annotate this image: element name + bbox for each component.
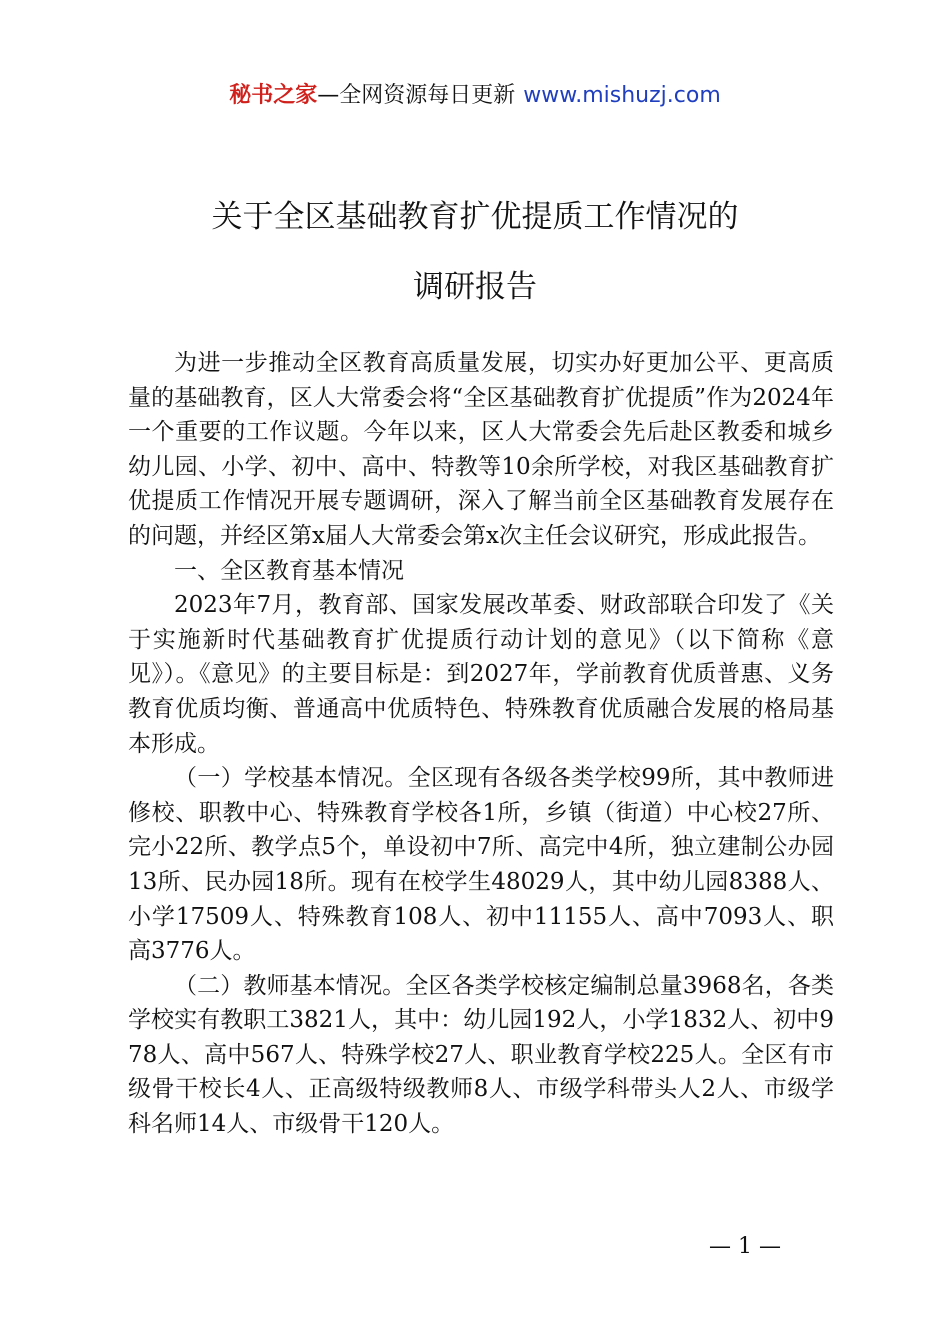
page-number: — 1 — (709, 1234, 781, 1259)
paragraph-policy: 2023年7月，教育部、国家发展改革委、财政部联合印发了《关于实施新时代基础教育扩优提质行动计划的意见》（以下简称《意见》）。《意见》的主要目标是：到2027年，学前教育优质普惠、义务教育优质均衡、普通高中优质特色、特殊教育优质融合发展的格局基本形成。 (128, 592, 834, 757)
site-url-link[interactable]: www.mishuzj.com (523, 83, 721, 108)
title-line-1: 关于全区基础教育扩优提质工作情况的 (211, 199, 739, 235)
document-title (60, 182, 890, 322)
paragraph-schools: （一）学校基本情况。全区现有各级各类学校99所，其中教师进修校、职教中心、特殊教育学校各1所，乡镇（街道）中心校27所、完小22所、教学点5个，单设初中7所、高完中4所，独立建制公办园13所、民办园18所。现有在校学生48029人，其中幼儿园8388人、小学17509人、特殊教育108人、初中11155人、高中7093人、职高3776人。 (128, 765, 834, 965)
document-body (128, 346, 834, 1142)
paragraph-intro: 为进一步推动全区教育高质量发展，切实办好更加公平、更高质量的基础教育，区人大常委会将“全区基础教育扩优提质”作为2024年一个重要的工作议题。今年以来，区人大常委会先后赴区教委和城乡幼儿园、小学、初中、高中、特教等10余所学校，对我区基础教育扩优提质工作情况开展专题调研，深入了解当前全区基础教育发展存在的问题，并经区第x届人大常委会第x次主任会议研究，形成此报告。 (128, 350, 834, 549)
brand-name: 秘书之家 (229, 83, 318, 108)
section-heading-1: 一、全区教育基本情况 (174, 557, 404, 584)
title-line-2: 调研报告 (413, 269, 537, 305)
site-banner (0, 80, 950, 112)
paragraph-teachers: （二）教师基本情况。全区各类学校核定编制总量3968名，各类学校实有教职工3821人，其中：幼儿园192人，小学1832人、初中978人、高中567人、特殊学校27人、职业教育学校225人。全区有市级骨干校长4人、正高级特级教师8人、市级学科带头人2人、市级学科名师14人、市级骨干120人。 (128, 972, 834, 1138)
banner-tagline: —全网资源每日更新 (317, 83, 516, 108)
